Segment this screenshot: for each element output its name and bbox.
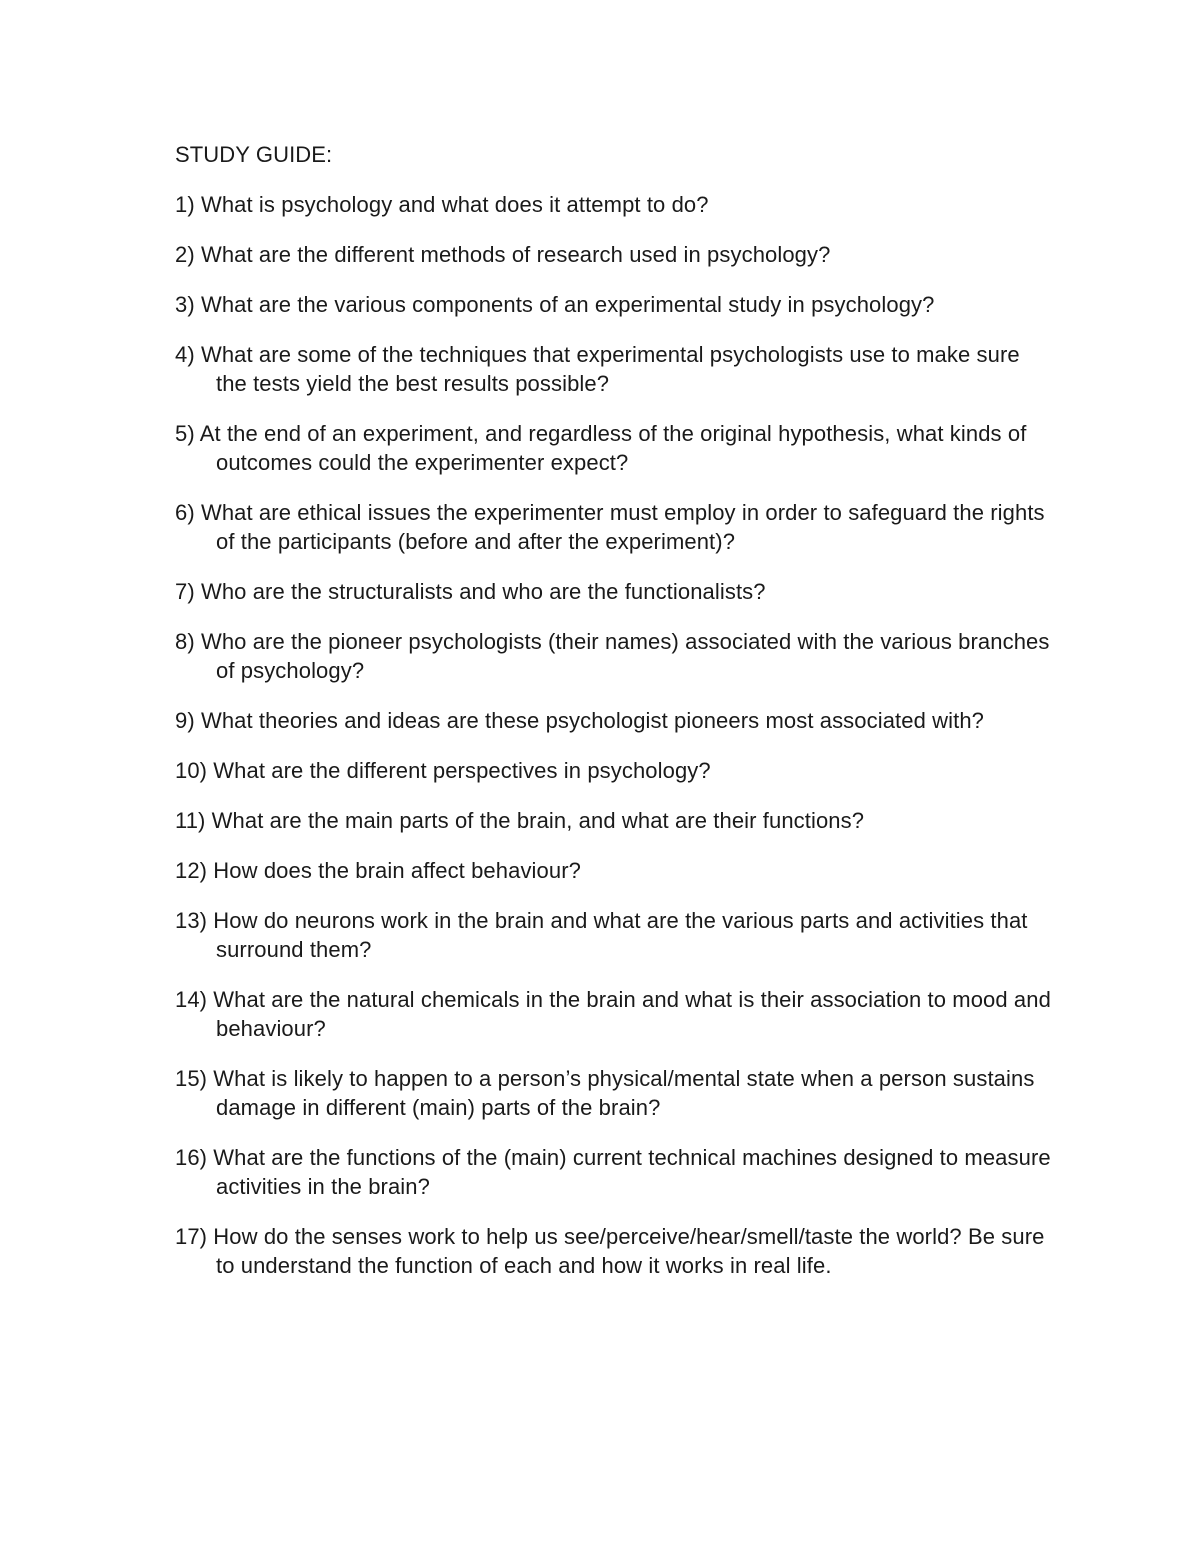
question-item: 13) How do neurons work in the brain and what are the various parts and activities that surround them? [175,908,1028,962]
question-item: 11) What are the main parts of the brain, and what are their functions? [175,808,865,833]
question-item: 10) What are the different perspectives in psychology? [175,758,711,783]
question-item: 15) What is likely to happen to a person’s physical/mental state when a person sustains damage in different (main) parts of the brain? [175,1066,1035,1120]
question-item: 5) At the end of an experiment, and regardless of the original hypothesis, what kinds of outcomes could the experimenter expect? [175,421,1027,475]
question-item: 16) What are the functions of the (main) current technical machines designed to measure activities in the brain? [175,1145,1051,1199]
question-item: 9) What theories and ideas are these psychologist pioneers most associated with? [175,708,984,733]
question-item: 4) What are some of the techniques that experimental psychologists use to make sure the tests yield the best results possible? [175,342,1020,396]
question-item: 2) What are the different methods of research used in psychology? [175,242,831,267]
question-item: 17) How do the senses work to help us see/perceive/hear/smell/taste the world? Be sure to understand the function of each and how it works in real life. [175,1224,1045,1278]
document-content [175,140,1055,1301]
question-item: 3) What are the various components of an experimental study in psychology? [175,292,935,317]
question-list [175,190,1055,1280]
question-item: 8) Who are the pioneer psychologists (their names) associated with the various branches of psychology? [175,629,1050,683]
question-item: 12) How does the brain affect behaviour? [175,858,581,883]
question-item: 7) Who are the structuralists and who are the functionalists? [175,579,766,604]
question-item: 6) What are ethical issues the experimenter must employ in order to safeguard the rights of the participants (before and after the experiment)? [175,500,1045,554]
question-item: 14) What are the natural chemicals in the brain and what is their association to mood and behaviour? [175,987,1051,1041]
question-item: 1) What is psychology and what does it attempt to do? [175,192,709,217]
page-title: STUDY GUIDE: [175,142,333,167]
